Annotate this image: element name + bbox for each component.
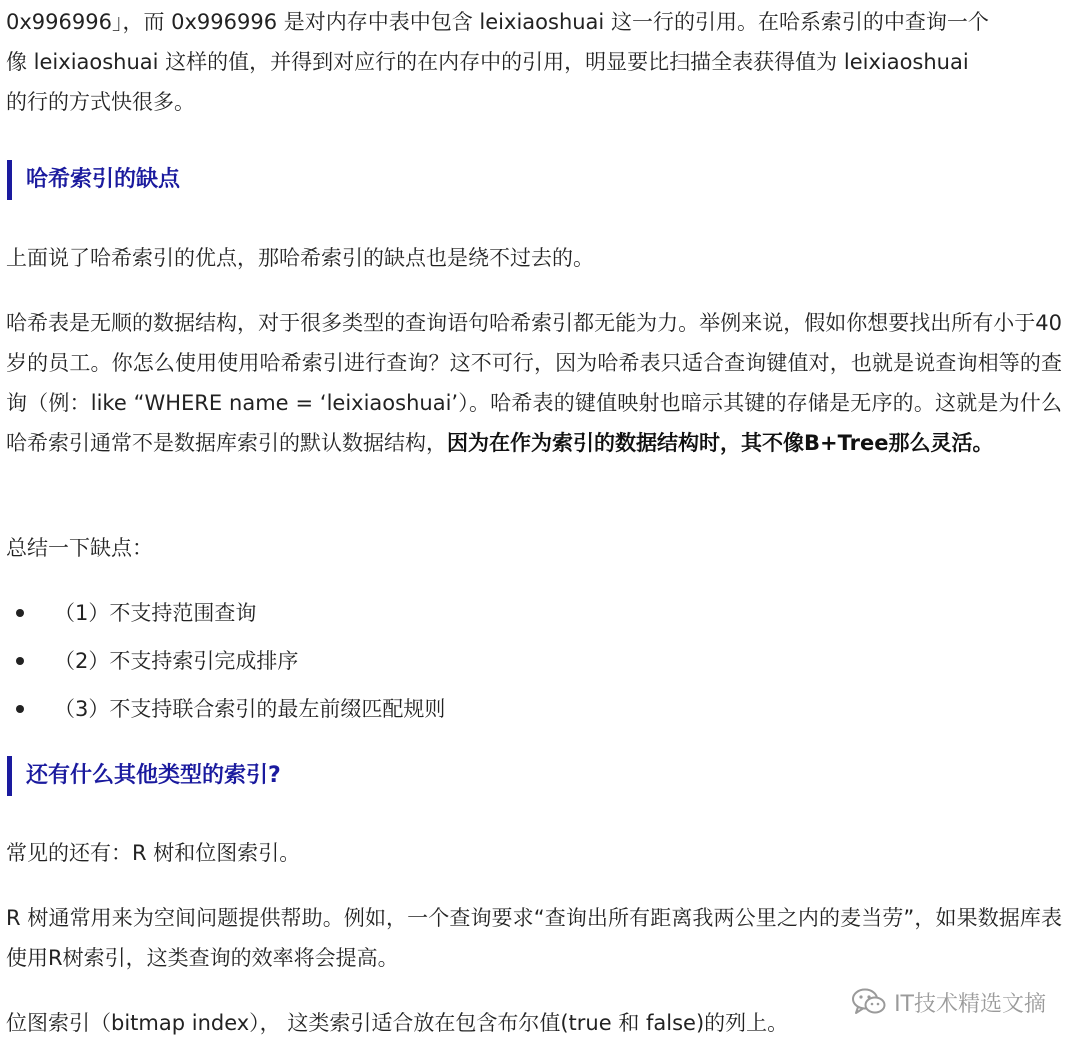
paragraph-hash-lookup	[6, 2, 1062, 122]
paragraph-drawbacks-intro: 上面说了哈希索引的优点，那哈希索引的缺点也是绕不过去的。	[6, 246, 594, 270]
bold-emphasis: 因为在作为索引的数据结构时，其不像B+Tree那么灵活。	[447, 431, 994, 455]
paragraph-line: 像 leixiaoshuai 这样的值，并得到对应行的在内存中的引用，明显要比扫描全表获得值为 leixiaoshuai	[6, 50, 969, 74]
paragraph-line: 0x996996」，而 0x996996 是对内存中表中包含 leixiaoshuai 这一行的引用。在哈系索引的中查询一个	[6, 10, 989, 34]
bullet-icon	[16, 657, 24, 665]
paragraph-text: 哈希表是无顺的数据结构，对于很多类型的查询语句哈希索引都无能为力。举例来说，假如你想要找出所有小于40岁的员工。你怎么使用使用哈希索引进行查询？这不可行，因为哈希表只适合查询键值对，也就是说查询相等的查询（例：like “WHERE name = ‘leixiaoshuai’）。哈希表的键值映射也暗示其键的存储是无序的。这就是为什么哈希索引通常不是数据库索引的默认数据结构，	[6, 311, 1062, 455]
watermark-text: IT技术精选文摘	[894, 991, 1046, 1017]
paragraph-bitmap: 位图索引（bitmap index）， 这类索引适合放在包含布尔值(true 和 false)的列上。	[6, 1011, 789, 1035]
bullet-icon	[16, 705, 24, 713]
bullet-icon	[16, 609, 24, 617]
drawbacks-list	[0, 593, 1000, 737]
paragraph-rtree: R 树通常用来为空间问题提供帮助。例如，一个查询要求“查询出所有距离我两公里之内的麦当劳”，如果数据库表使用R树索引，这类查询的效率将会提高。	[6, 906, 1062, 970]
section-heading-hash-drawbacks: 哈希索引的缺点	[7, 160, 1007, 200]
watermark	[852, 982, 1046, 1022]
list-item-text: （3）不支持联合索引的最左前缀匹配规则	[54, 697, 446, 721]
list-item	[0, 593, 1000, 641]
paragraph-other-types: 常见的还有：R 树和位图索引。	[6, 841, 301, 865]
section-heading-other-indexes: 还有什么其他类型的索引?	[7, 756, 1007, 796]
list-item	[0, 689, 1000, 737]
list-item-text: （2）不支持索引完成排序	[54, 649, 299, 673]
list-item-text: （1）不支持范围查询	[54, 601, 257, 625]
paragraph-summary-label: 总结一下缺点：	[6, 536, 153, 560]
wechat-icon	[852, 988, 886, 1016]
paragraph-line: 的行的方式快很多。	[6, 90, 195, 114]
paragraph-hash-unordered	[6, 303, 1062, 463]
list-item	[0, 641, 1000, 689]
